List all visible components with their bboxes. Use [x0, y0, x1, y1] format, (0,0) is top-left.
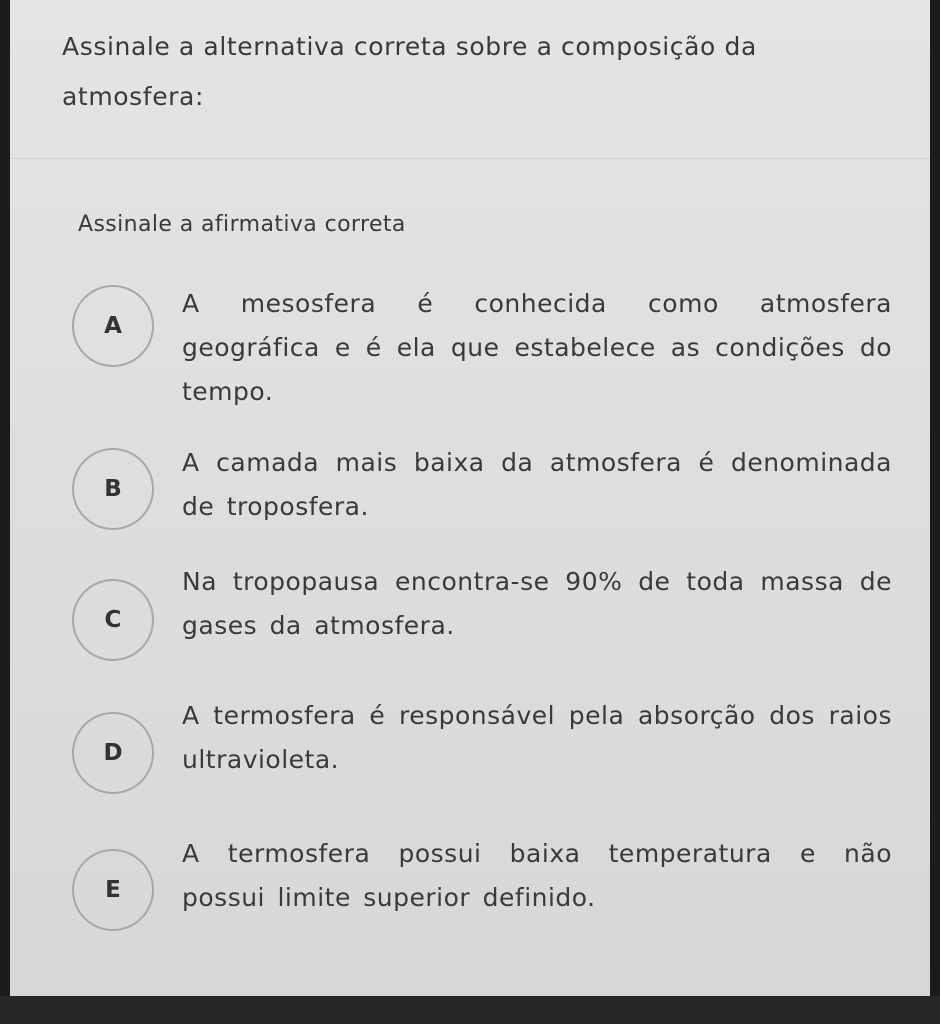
- option-e-text: A termosfera possui baixa temperatura e não possui limite superior definido.: [182, 839, 892, 912]
- option-b-letter-circle[interactable]: B: [72, 448, 154, 530]
- option-a[interactable]: [72, 282, 892, 412]
- option-d-text: A termosfera é responsável pela absorção dos raios ultravioleta.: [182, 701, 892, 774]
- device-bezel: [0, 996, 940, 1024]
- question-text: Assinale a alternativa correta sobre a composição da atmosfera:: [62, 32, 757, 111]
- option-a-text: A mesosfera é conhecida como atmosfera geográfica e é ela que estabelece as condições do tempo.: [182, 289, 892, 406]
- option-c-text: Na tropopausa encontra-se 90% de toda massa de gases da atmosfera.: [182, 567, 892, 640]
- quiz-screen: [10, 0, 930, 996]
- instruction-text: Assinale a afirmativa correta: [78, 212, 406, 237]
- option-c[interactable]: [72, 560, 892, 690]
- option-e[interactable]: [72, 832, 892, 962]
- divider: [10, 158, 930, 159]
- option-d[interactable]: [72, 694, 892, 824]
- option-d-letter-circle[interactable]: D: [72, 712, 154, 794]
- option-e-letter-circle[interactable]: E: [72, 849, 154, 931]
- option-a-letter-circle[interactable]: A: [72, 285, 154, 367]
- option-b-text: A camada mais baixa da atmosfera é denominada de troposfera.: [182, 448, 892, 521]
- option-b[interactable]: [72, 441, 892, 571]
- option-c-letter-circle[interactable]: C: [72, 579, 154, 661]
